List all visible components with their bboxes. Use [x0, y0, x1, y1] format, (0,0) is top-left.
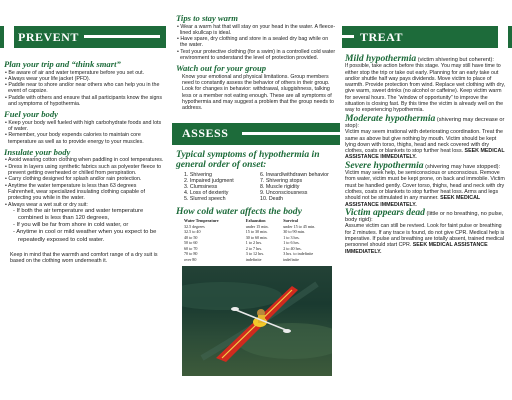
- severe-text: [345, 170, 508, 208]
- severe-heading: Severe hypothermia: [345, 159, 424, 171]
- symptom-item: 10. Death: [260, 196, 283, 203]
- treat-title: TREAT: [360, 29, 403, 44]
- cold-heading: How cold water affects the body: [176, 205, 302, 217]
- dead-alert: SEEK MEDICAL ASSISTANCE IMMEDIATELY.: [345, 242, 488, 255]
- table-header: Exhaustion: [245, 218, 266, 224]
- kayaker-illustration: [182, 266, 332, 376]
- table-cell: 30 to 90 min.: [283, 229, 306, 235]
- mild-suffix: (victim shivering but coherent):: [416, 57, 494, 63]
- table-cell: 32.5 degrees: [184, 224, 205, 230]
- fuel-bullet: • Keep your body well fueled with high carbohydrate foods and lots of water.: [5, 119, 162, 133]
- table-cell: 50 to 60: [184, 240, 198, 246]
- severe-body: Victim may seek help, be semiconscious or unconscious. Remove from water, victim must be kept prone, on back and immobile. Victim must be handled gently. Cover torso, thighs, head and neck with dry clothes, coats or blankets to stop further heat loss. Arms and legs should not be stimulated in any manner.: [345, 170, 505, 202]
- symptom-item: 6. Inward/withdrawn behavior: [260, 171, 329, 178]
- banner-edge: [498, 26, 508, 48]
- symptom-item: 4. Loss of dexterity: [184, 190, 229, 197]
- table-cell: 32.5 to 40: [184, 229, 201, 235]
- closing-note: Keep in mind that the warmth and comfort range of a dry suit is based on the clothing worn underneath it.: [10, 251, 158, 265]
- moderate-text: [345, 129, 508, 160]
- symptoms-heading: Typical symptoms of hypothermia in general order of onset:: [176, 148, 320, 171]
- treat-banner: [342, 26, 512, 48]
- severe-section: [345, 159, 508, 171]
- sub-bullet: - If you will be far from shore in cold water, or: [13, 222, 129, 229]
- insulate-bullet: • Carry clothing designed for splash and/or rain protection.: [5, 176, 142, 183]
- dead-body: Assume victim can still be revived. Look for faint pulse or breathing for 2 minutes. If any trace is found, do not give CPR. Medical help is imperative. If pulse and breathing are totally absent, trained medical personnel should start CPR.: [345, 223, 505, 249]
- insulate-bullet: • Avoid wearing cotton clothing when paddling in cool temperatures.: [5, 157, 164, 164]
- moderate-section: [345, 112, 508, 130]
- table-cell: 70 to 80: [184, 251, 198, 257]
- warm-bullet: • Test your protective clothing (for a swim) in a controlled cold water environment to understand the level of protection provided.: [177, 48, 336, 61]
- treat-body: [342, 48, 512, 255]
- moderate-alert: SEEK MEDICAL ASSISTANCE IMMEDIATELY.: [345, 148, 505, 161]
- assess-column: [172, 0, 340, 400]
- symptom-item: 8. Muscle rigidity: [260, 183, 300, 190]
- prevent-column: [0, 0, 170, 400]
- table-cell: 60 to 70: [184, 245, 198, 251]
- warm-bullet: • Have spare, dry clothing and store in a sealed dry bag while on the water.: [177, 36, 329, 49]
- sub-bullet: - If both the air temperature and water temperature combined is less than 120 degrees,: [13, 207, 144, 222]
- kayaker-photo: [182, 266, 332, 376]
- fuel-bullet: • Remember, your body expends calories to maintain core temperature as well as to provide energy to your muscles.: [5, 132, 144, 145]
- table-cell: 30 to 60 min.: [245, 234, 268, 240]
- insulate-bullet: • Always wear a wet suit or dry suit:: [5, 201, 88, 208]
- table-cell: indefinite: [245, 256, 262, 262]
- moderate-body: Victim may seem irrational with deteriorating coordination. Treat the same as above but give nothing by mouth. Victim should be kept lying down with torso, thighs, head and neck covered with dry clothes, coats or blankets to stop further heat loss.: [345, 129, 503, 155]
- plan-bullet: • Be aware of air and water temperature before you set out.: [5, 69, 145, 76]
- banner-stripe: [84, 35, 160, 38]
- insulate-heading: Insulate your body: [4, 146, 71, 157]
- banner-stripe: [242, 132, 340, 135]
- table-row: [176, 257, 336, 262]
- sub-bullet: - Anytime in cool or mild weather when you expect to be repeatedly exposed to cold water.: [13, 229, 157, 243]
- table-cell: 1 to 2 hrs.: [245, 240, 263, 246]
- prevent-title: PREVENT: [18, 29, 79, 44]
- plan-heading: Plan your trip and “think smart”: [4, 59, 121, 69]
- mild-heading: Mild hypothermia: [345, 53, 417, 64]
- severe-suffix: (shivering may have stopped):: [423, 163, 501, 170]
- symptom-item: 2. Impaired judgment: [184, 177, 234, 184]
- prevent-banner: [0, 26, 166, 48]
- plan-bullet: • Always wear your life jacket (PFD).: [5, 75, 91, 82]
- table-cell: over 80: [184, 256, 197, 262]
- moderate-heading: Moderate hypothermia: [345, 112, 436, 124]
- warm-heading: Tips to stay warm: [176, 13, 238, 23]
- treat-column: [342, 0, 512, 400]
- plan-bullet: • Paddle near to shore and/or near others who can help you in the event of capsize.: [5, 82, 160, 95]
- banner-edge: [4, 26, 14, 48]
- mild-text: If possible, take action before this stage. You may still have time to either stop the trip or take out early. Planning for an early take out and/or shuttle half way pays dividends. Move victim to place of warmth. Provide protection from wind. Replace wet clothing with dry, give warm, sweet drinks (no alcohol or caffeine). Keep victim warm for several hours. The “window of opportunity” to improve the situation is closing fast. By this time the victim is already well on the way to experiencing hypothermia.: [345, 63, 506, 114]
- insulate-bullet: • Dress in layers using synthetic fabrics such as polyester fleece to prevent getting overheated or chilled from perspiration.: [5, 163, 162, 177]
- banner-stripe: [342, 35, 354, 38]
- table-cell: 3 to 12 hrs.: [245, 251, 265, 257]
- table-cell: 2 to 7 hrs.: [245, 245, 263, 251]
- symptom-item: 5. Slurred speech: [184, 196, 226, 203]
- mild-section: [345, 53, 508, 64]
- dead-suffix: (little or no breathing, no pulse, body rigid):: [345, 210, 504, 224]
- dead-section: [345, 206, 508, 224]
- table-cell: 40 to 50: [184, 234, 198, 240]
- symptom-item: 7. Shivering stops: [260, 177, 303, 184]
- prevent-body: [0, 48, 170, 264]
- watch-heading: Watch out for your group: [176, 63, 267, 74]
- table-header: Water Temperature: [184, 218, 219, 224]
- table-cell: 3 hrs. to indefinite: [283, 251, 314, 257]
- table-cell: under 15 to 45 min.: [283, 224, 316, 230]
- plan-bullet: • Paddle with others and ensure that all participants know the signs and symptoms of hypothermia.: [5, 94, 163, 107]
- symptom-list: [176, 172, 336, 203]
- warm-bullet: • Wear a warm hat that will stay on your head in the water. A fleece-lined skullcap is ideal.: [177, 23, 336, 36]
- moderate-suffix: (shivering may decrease or stop):: [345, 116, 505, 129]
- symptom-item: 1. Shivering: [184, 171, 212, 178]
- table-cell: 1 to 6 hrs.: [283, 240, 300, 246]
- cold-water-table: [176, 218, 336, 262]
- assess-title: ASSESS: [182, 126, 229, 141]
- symptom-item: 3. Clumsiness: [184, 183, 218, 190]
- assess-body: [172, 150, 340, 376]
- dead-text: [345, 223, 508, 254]
- table-cell: 2 to 40 hrs.: [283, 245, 302, 251]
- symptom-item: 9. Unconsciousness: [260, 190, 308, 197]
- symptom-col-right: [260, 172, 336, 203]
- table-cell: 15 to 30 min.: [245, 229, 268, 235]
- tips-section: [172, 0, 340, 112]
- dead-heading: Victim appears dead: [345, 206, 425, 218]
- insulate-bullet: • Anytime the water temperature is less than 63 degrees Fahrenheit, wear specialized insulating clothing capable of protecting you while in the water.: [5, 182, 145, 202]
- assess-banner: [172, 123, 340, 145]
- table-cell: under 15 min.: [245, 224, 269, 230]
- table-header: Survival: [283, 218, 298, 224]
- severe-alert: SEEK MEDICAL ASSISTANCE IMMEDIATELY.: [345, 195, 481, 208]
- table-cell: indefinite: [283, 256, 299, 262]
- symptom-col-left: [184, 172, 260, 203]
- watch-text: Know your emotional and physical limitations. Group members need to constantly assess the behavior of others in their group. Look for changes in behavior: withdrawal, sluggishness, talking less or a member not eating enough. These are all symptoms of hypothermia and may suggest a problem that the group needs to address.: [182, 73, 334, 112]
- table-cell: 1 to 3 hrs.: [283, 234, 300, 240]
- fuel-heading: Fuel your body: [4, 109, 58, 120]
